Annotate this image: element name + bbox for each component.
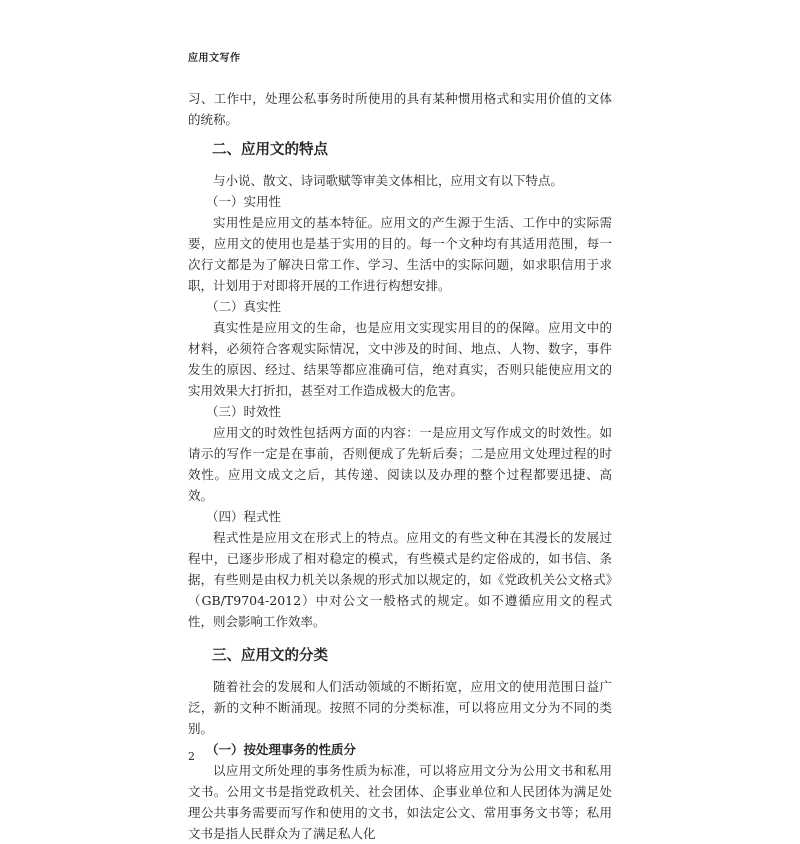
section-3-sub-1-body: 以应用文所处理的事务性质为标准，可以将应用文分为公用文书和私用文书。公用文书是指党政机关、社会团体、企事业单位和人民团体为满足处理公共事务需要而写作和使用的文书，如法定公文、常用事务文书等；私用文书是指人民群众为了满足私人化 [188, 763, 612, 841]
section-3-sub-1-title: （一）按处理事务的性质分 [206, 742, 357, 757]
intro-continuation: 习、工作中，处理公私事务时所使用的具有某种惯用格式和实用价值的文体的统称。 [188, 91, 612, 127]
item-1-title: （一）实用性 [206, 194, 282, 209]
item-2-body: 真实性是应用文的生命，也是应用文实现实用目的的保障。应用文中的材料，必须符合客观实际情况，文中涉及的时间、地点、人物、数字，事件发生的原因、经过、结果等都应准确可信，绝对真实，否则只能使应用文的实用效果大打折扣，甚至对工作造成极大的危害。 [188, 320, 612, 398]
item-1-body: 实用性是应用文的基本特征。应用文的产生源于生活、工作中的实际需要，应用文的使用也是基于实用的目的。每一个文种均有其适用范围，每一次行文都是为了解决日常工作、学习、生活中的实际问题，如求职信用于求职，计划用于对即将开展的工作进行构想安排。 [188, 215, 612, 293]
page-number: 2 [188, 750, 195, 763]
item-3-body: 应用文的时效性包括两方面的内容：一是应用文写作成文的时效性。如请示的写作一定是在事前，否则便成了先斩后奏；二是应用文处理过程的时效性。应用文成文之后，其传递、阅读以及办理的整个过程都要迅捷、高效。 [188, 425, 612, 503]
section-3-heading: 三、应用文的分类 [212, 648, 328, 664]
running-header-title: 应用文写作 [188, 53, 241, 64]
item-4-title: （四）程式性 [206, 509, 282, 524]
item-4-body: 程式性是应用文在形式上的特点。应用文的有些文种在其漫长的发展过程中，已逐步形成了相对稳定的模式，有些模式是约定俗成的，如书信、条据，有些则是由权力机关以条规的形式加以规定的，如《党政机关公文格式》（GB/T9704-2012）中对公文一般格式的规定。如不遵循应用文的程式性，则会影响工作效率。 [188, 530, 612, 629]
section-3-intro: 随着社会的发展和人们活动领域的不断拓宽，应用文的使用范围日益广泛，新的文种不断涌现。按照不同的分类标准，可以将应用文分为不同的类别。 [188, 679, 612, 736]
section-2-intro: 与小说、散文、诗词歌赋等审美文体相比，应用文有以下特点。 [213, 173, 564, 188]
item-2-title: （二）真实性 [206, 299, 282, 314]
page-body [188, 88, 612, 844]
section-2-heading: 二、应用文的特点 [212, 142, 328, 158]
item-3-title: （三）时效性 [206, 404, 282, 419]
